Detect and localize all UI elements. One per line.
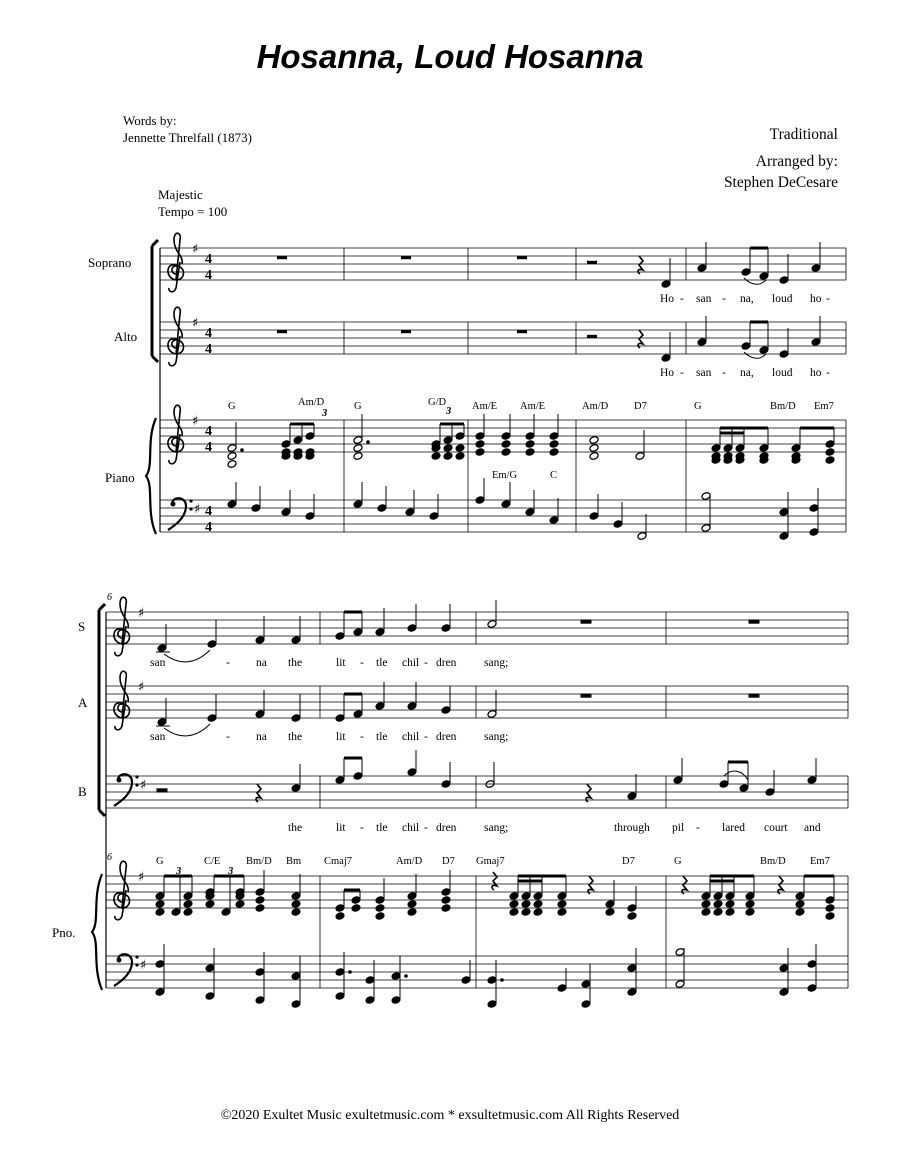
lyric-syllable: - xyxy=(424,657,428,669)
chord-symbol: D7 xyxy=(634,401,647,412)
svg-text:4: 4 xyxy=(205,268,212,283)
arranger-name: Stephen DeCesare xyxy=(723,174,838,191)
lyric-syllable: na, xyxy=(740,367,754,379)
svg-text:♯: ♯ xyxy=(194,502,201,517)
chord-symbol: G xyxy=(354,401,362,412)
lyric-syllable: san xyxy=(150,731,166,743)
chord-symbol: Am/E xyxy=(520,401,546,412)
chord-symbol: Bm xyxy=(286,856,302,867)
lyric-syllable: ho xyxy=(810,367,822,379)
lyric-syllable: - xyxy=(826,293,830,305)
a-staff xyxy=(106,686,848,718)
lyric-syllable: dren xyxy=(436,657,457,669)
chord-symbol: C/E xyxy=(204,856,221,867)
svg-text:♯: ♯ xyxy=(138,870,145,885)
chord-symbol: Gmaj7 xyxy=(476,856,505,867)
lyric-syllable: - xyxy=(360,657,364,669)
triplet-mark: 3 xyxy=(446,406,452,417)
system-1-clefs xyxy=(168,233,212,535)
lyric-syllable: - xyxy=(826,367,830,379)
tempo-marking: Tempo = 100 xyxy=(158,204,228,219)
lyric-syllable: tle xyxy=(376,731,388,743)
lyric-syllable: - xyxy=(226,657,230,669)
lyric-syllable: the xyxy=(288,822,303,834)
chord-symbol: Am/D xyxy=(396,856,423,867)
b-label: B xyxy=(78,784,87,799)
lyric-syllable: lit xyxy=(336,731,346,743)
chord-symbol: Bm/D xyxy=(246,856,272,867)
words-by-label: Words by: xyxy=(123,113,177,128)
lyric-syllable: chil xyxy=(402,731,420,743)
triplet-mark: 3 xyxy=(322,408,328,419)
lyric-syllable: san xyxy=(696,367,712,379)
arranged-by-label: Arranged by: xyxy=(755,153,838,170)
chord-symbol: Bm/D xyxy=(770,401,796,412)
lyric-syllable: loud xyxy=(772,367,793,379)
lyric-syllable: - xyxy=(680,367,684,379)
chord-symbol: Em7 xyxy=(810,856,830,867)
svg-text:4: 4 xyxy=(205,326,212,341)
svg-text:4: 4 xyxy=(205,520,212,535)
lyric-syllable: court xyxy=(764,822,788,834)
lyric-syllable: through xyxy=(614,822,650,834)
system-1-piano-notes xyxy=(227,414,835,540)
svg-text:4: 4 xyxy=(205,424,212,439)
system-2 xyxy=(92,604,848,990)
chord-symbol: G xyxy=(694,401,702,412)
chord-symbol: D7 xyxy=(622,856,635,867)
system-1-rests xyxy=(277,256,643,348)
chord-symbol: Em/G xyxy=(492,470,518,481)
chord-symbol: Am/E xyxy=(472,401,498,412)
tempo-description: Majestic xyxy=(158,187,203,202)
lyric-syllable: Ho xyxy=(660,293,675,305)
copyright-footer: ©2020 Exultet Music exultetmusic.com * exsultetmusic.com All Rights Reserved xyxy=(220,1108,680,1123)
lyric-syllable: na, xyxy=(740,293,754,305)
lyric-syllable: - xyxy=(360,822,364,834)
chord-symbol: D7 xyxy=(442,856,455,867)
lyric-syllable: - xyxy=(696,822,700,834)
svg-text:4: 4 xyxy=(205,504,212,519)
triplet-mark: 3 xyxy=(176,866,182,877)
svg-text:4: 4 xyxy=(205,342,212,357)
lyric-syllable: dren xyxy=(436,731,457,743)
lyric-syllable: pil xyxy=(672,822,685,834)
b-staff xyxy=(106,776,848,808)
chord-symbol: Am/D xyxy=(582,401,609,412)
chord-symbol: G xyxy=(674,856,682,867)
lyric-syllable: loud xyxy=(772,293,793,305)
lyric-syllable: - xyxy=(722,293,726,305)
lyric-syllable: san xyxy=(150,657,166,669)
chord-symbol: Am/D xyxy=(298,397,325,408)
lyric-syllable: ho xyxy=(810,293,822,305)
svg-text:♯: ♯ xyxy=(138,606,145,621)
lyric-syllable: and xyxy=(804,822,821,834)
triplet-mark: 3 xyxy=(228,866,234,877)
svg-text:4: 4 xyxy=(205,440,212,455)
chord-symbol: C xyxy=(550,470,558,481)
lyric-syllable: the xyxy=(288,731,303,743)
pno-treble-staff xyxy=(106,876,848,908)
pno-label: Pno. xyxy=(52,925,76,940)
alto-label: Alto xyxy=(114,329,138,344)
lyric-syllable: - xyxy=(424,822,428,834)
lyric-syllable: chil xyxy=(402,822,420,834)
lyric-syllable: Ho xyxy=(660,367,675,379)
svg-text:♯: ♯ xyxy=(140,958,147,973)
system-1 xyxy=(146,240,846,534)
lyricist-name: Jennette Threlfall (1873) xyxy=(123,130,252,145)
a-label: A xyxy=(78,695,88,710)
lyric-syllable: lared xyxy=(722,822,745,834)
measure-number: 6 xyxy=(107,592,112,603)
chord-symbol: G xyxy=(156,856,164,867)
lyric-syllable: - xyxy=(722,367,726,379)
lyric-syllable: sang; xyxy=(484,822,509,834)
lyric-syllable: - xyxy=(226,731,230,743)
lyric-syllable: na xyxy=(256,731,267,743)
lyric-syllable: tle xyxy=(376,822,388,834)
lyric-syllable: sang; xyxy=(484,731,509,743)
s-label: S xyxy=(78,619,86,634)
chord-symbol: Cmaj7 xyxy=(324,856,352,867)
chord-symbol: Bm/D xyxy=(760,856,786,867)
svg-text:♯: ♯ xyxy=(192,242,199,257)
svg-text:♯: ♯ xyxy=(192,414,199,429)
chord-symbol: G xyxy=(228,401,236,412)
lyric-syllable: lit xyxy=(336,822,346,834)
chord-symbol: G/D xyxy=(428,397,447,408)
lyric-syllable: lit xyxy=(336,657,346,669)
piano-measure-number: 6 xyxy=(107,852,112,863)
lyric-syllable: san xyxy=(696,293,712,305)
pno-bass-staff xyxy=(106,956,848,988)
piano-label: Piano xyxy=(105,470,135,485)
lyric-syllable: na xyxy=(256,657,267,669)
soprano-label: Soprano xyxy=(88,255,132,270)
lyric-syllable: - xyxy=(680,293,684,305)
lyric-syllable: sang; xyxy=(484,657,509,669)
svg-text:4: 4 xyxy=(205,252,212,267)
svg-text:♯: ♯ xyxy=(138,680,145,695)
lyric-syllable: tle xyxy=(376,657,388,669)
lyric-syllable: - xyxy=(360,731,364,743)
lyric-syllable: - xyxy=(424,731,428,743)
composer: Traditional xyxy=(769,126,838,143)
lyric-syllable: chil xyxy=(402,657,420,669)
svg-text:♯: ♯ xyxy=(140,778,147,793)
svg-text:♯: ♯ xyxy=(192,316,199,331)
lyric-syllable: dren xyxy=(436,822,457,834)
chord-symbol: Em7 xyxy=(814,401,834,412)
page-title: Hosanna, Loud Hosanna xyxy=(256,38,644,75)
s-staff xyxy=(106,612,848,644)
lyric-syllable: the xyxy=(288,657,303,669)
